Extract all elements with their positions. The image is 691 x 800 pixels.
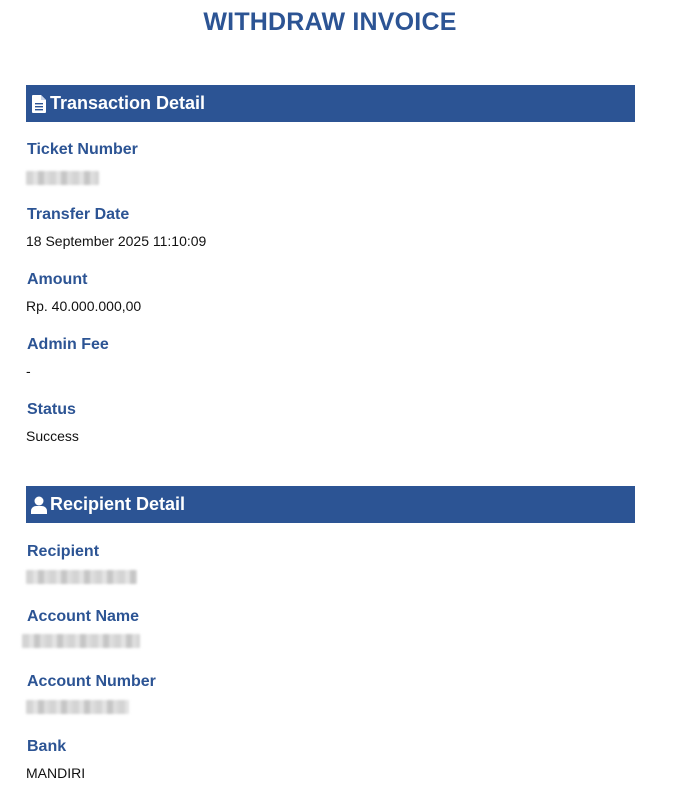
recipient-detail-title: Recipient Detail (50, 494, 186, 514)
bank-value: MANDIRI (26, 765, 86, 781)
account-name-value-redacted (22, 634, 140, 648)
recipient-value-redacted (26, 570, 137, 584)
bank-label: Bank (27, 738, 67, 755)
document-icon (30, 94, 48, 114)
account-number-label: Account Number (27, 673, 156, 690)
account-number-value-redacted (26, 700, 129, 714)
ticket-number-value-redacted (26, 171, 99, 185)
amount-value: Rp. 40.000.000,00 (26, 298, 142, 314)
ticket-number-label: Ticket Number (27, 141, 138, 158)
transfer-date-value: 18 September 2025 11:10:09 (26, 233, 207, 249)
status-label: Status (27, 401, 76, 418)
admin-fee-value: - (26, 363, 31, 379)
transaction-detail-title: Transaction Detail (50, 93, 206, 113)
transfer-date-label: Transfer Date (27, 206, 130, 223)
user-icon (30, 495, 48, 515)
admin-fee-label: Admin Fee (27, 336, 109, 353)
status-value: Success (26, 428, 79, 444)
invoice-title: WITHDRAW INVOICE (203, 8, 457, 36)
transaction-detail-header (26, 85, 635, 122)
account-name-label: Account Name (27, 608, 140, 625)
amount-label: Amount (27, 271, 88, 288)
recipient-label: Recipient (27, 543, 100, 560)
recipient-detail-header (26, 486, 635, 523)
